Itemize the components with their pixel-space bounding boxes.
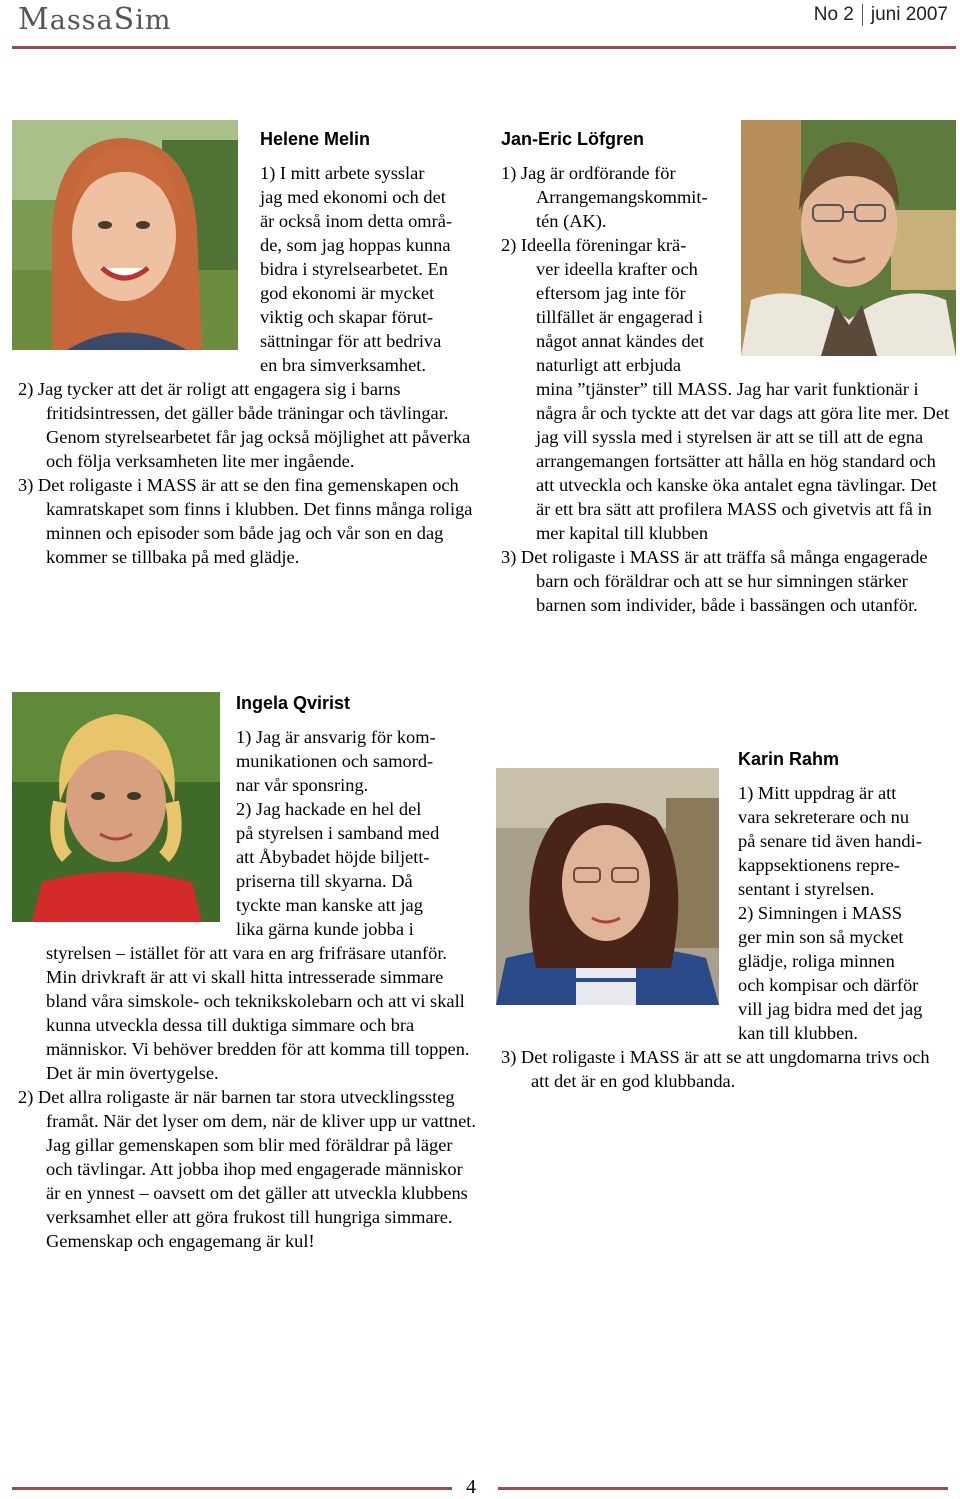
text-karin-top: 1) Mitt uppdrag är att vara sekreterare och nu på senare tid även handi- kappsektionens repre- sentant i styrelsen. 2) Simningen i MASS ger min son så mycket glädje, roliga minnen och kompisar och därför vill jag bidra med det jag kan till klubben.: [738, 783, 923, 1043]
helene-answer-2: 2) Jag tycker att det är roligt att engagera sig i barns fritidsintressen, det gäller både träningar och tävlingar. Genom styrelsearbetet får jag också möjlighet att påverka och följa verksamheten lite mer ingående.: [18, 379, 471, 471]
name-karin-rahm: Karin Rahm: [738, 749, 840, 769]
ingela-answer-1-cont: styrelsen – istället för att vara en arg frifräsare utanför. Min drivkraft är att vi skall hitta intresserade simmare bland våra simskole- och teknikskolebarn och att vi skall kunna utveckla dessa till duktiga simmare och bra människor. Vi behöver bredden för att komma till toppen. Det är min övertygelse.: [46, 943, 470, 1083]
header-rule: [12, 46, 956, 49]
name-jan-eric-lofgren: Jan-Eric Löfgren: [501, 129, 645, 149]
photo-ingela-qvirist: [12, 692, 220, 922]
page-number: 4: [466, 1476, 476, 1498]
text-ingela-top: 1) Jag är ansvarig för kom- munikationen och samord- nar vår sponsring. 2) Jag hackade en hel del på styrelsen i samband med att Åbybadet höjde biljett- priserna till skyarna. Då tyckte man kanske att jag lika gärna kunde jobba i: [236, 727, 440, 939]
photo-karin-rahm: [496, 768, 719, 1005]
footer-rule-left: [12, 1487, 452, 1490]
text-jan-eric-body: [501, 377, 953, 617]
massasim-logo: MassaSim: [18, 2, 172, 37]
issue-date: juni 2007: [870, 4, 948, 26]
jan-eric-answer-3: 3) Det roligaste i MASS är att träffa så många engagerade barn och föräldrar och att se hur simningen stärker barnen som individer, både i bassängen och utanför.: [501, 547, 928, 615]
text-helene-top: 1) I mitt arbete sysslar jag med ekonomi och det är också inom detta områ- de, som jag hoppas kunna bidra i styrelsearbetet. En god ekonomi är mycket viktig och skapar förut- sättningar för att bedriva en bra simverksamhet.: [260, 163, 453, 375]
karin-answer-3: 3) Det roligaste i MASS är att se att ungdomarna trivs och att det är en god klubbanda.: [501, 1047, 930, 1091]
text-jan-eric-top: 1) Jag är ordförande för Arrangemangskommit- tén (AK). 2) Ideella föreningar krä- ver ideella krafter och eftersom jag inte för tillfället är engagerad i något annat kändes det naturligt att erbjuda: [501, 163, 708, 375]
photo-jan-eric-lofgren: [741, 120, 956, 356]
helene-answer-3: 3) Det roligaste i MASS är att se den fina gemenskapen och kamratskapet som finns i klubben. Det finns många roliga minnen och episoder som både jag och vår son en dag kommer se tillbaka på med glädje.: [18, 475, 473, 567]
issue-info: [814, 4, 948, 26]
issue-divider: [862, 4, 863, 26]
name-ingela-qvirist: Ingela Qvirist: [236, 693, 351, 713]
jan-eric-answer-2-cont: mina ”tjänster” till MASS. Jag har varit funktionär i några år och tyckte att det var dags att göra lite mer. Det jag vill syssla med i styrelsen är att se till att de egna arrangemangen fortsätter att hålla en hög standard och att utveckla och kanske öka antalet egna tävlingar. Det är ett bra sätt att profilera MASS och givetvis att få in mer kapital till klubben: [536, 379, 950, 543]
text-karin-body: [501, 1045, 931, 1093]
text-helene-body: [18, 377, 476, 569]
name-helene-melin: Helene Melin: [260, 129, 371, 149]
photo-helene-melin: [12, 120, 238, 350]
issue-number: No 2: [813, 4, 854, 26]
footer-rule-right: [498, 1487, 948, 1490]
text-ingela-body: [18, 941, 478, 1253]
ingela-answer-2: 2) Det allra roligaste är när barnen tar stora utvecklingssteg framåt. När det lyser om dem, när de kliver upp ur vattnet. Jag gillar gemenskapen som blir med föräldrar på läger och tävlingar. Att jobba ihop med engagerade människor är en ynnest – oavsett om det gäller att utveckla klubbens verksamhet eller att göra frukost till hungriga simmare. Gemenskap och engagemang är kul!: [18, 1087, 476, 1251]
